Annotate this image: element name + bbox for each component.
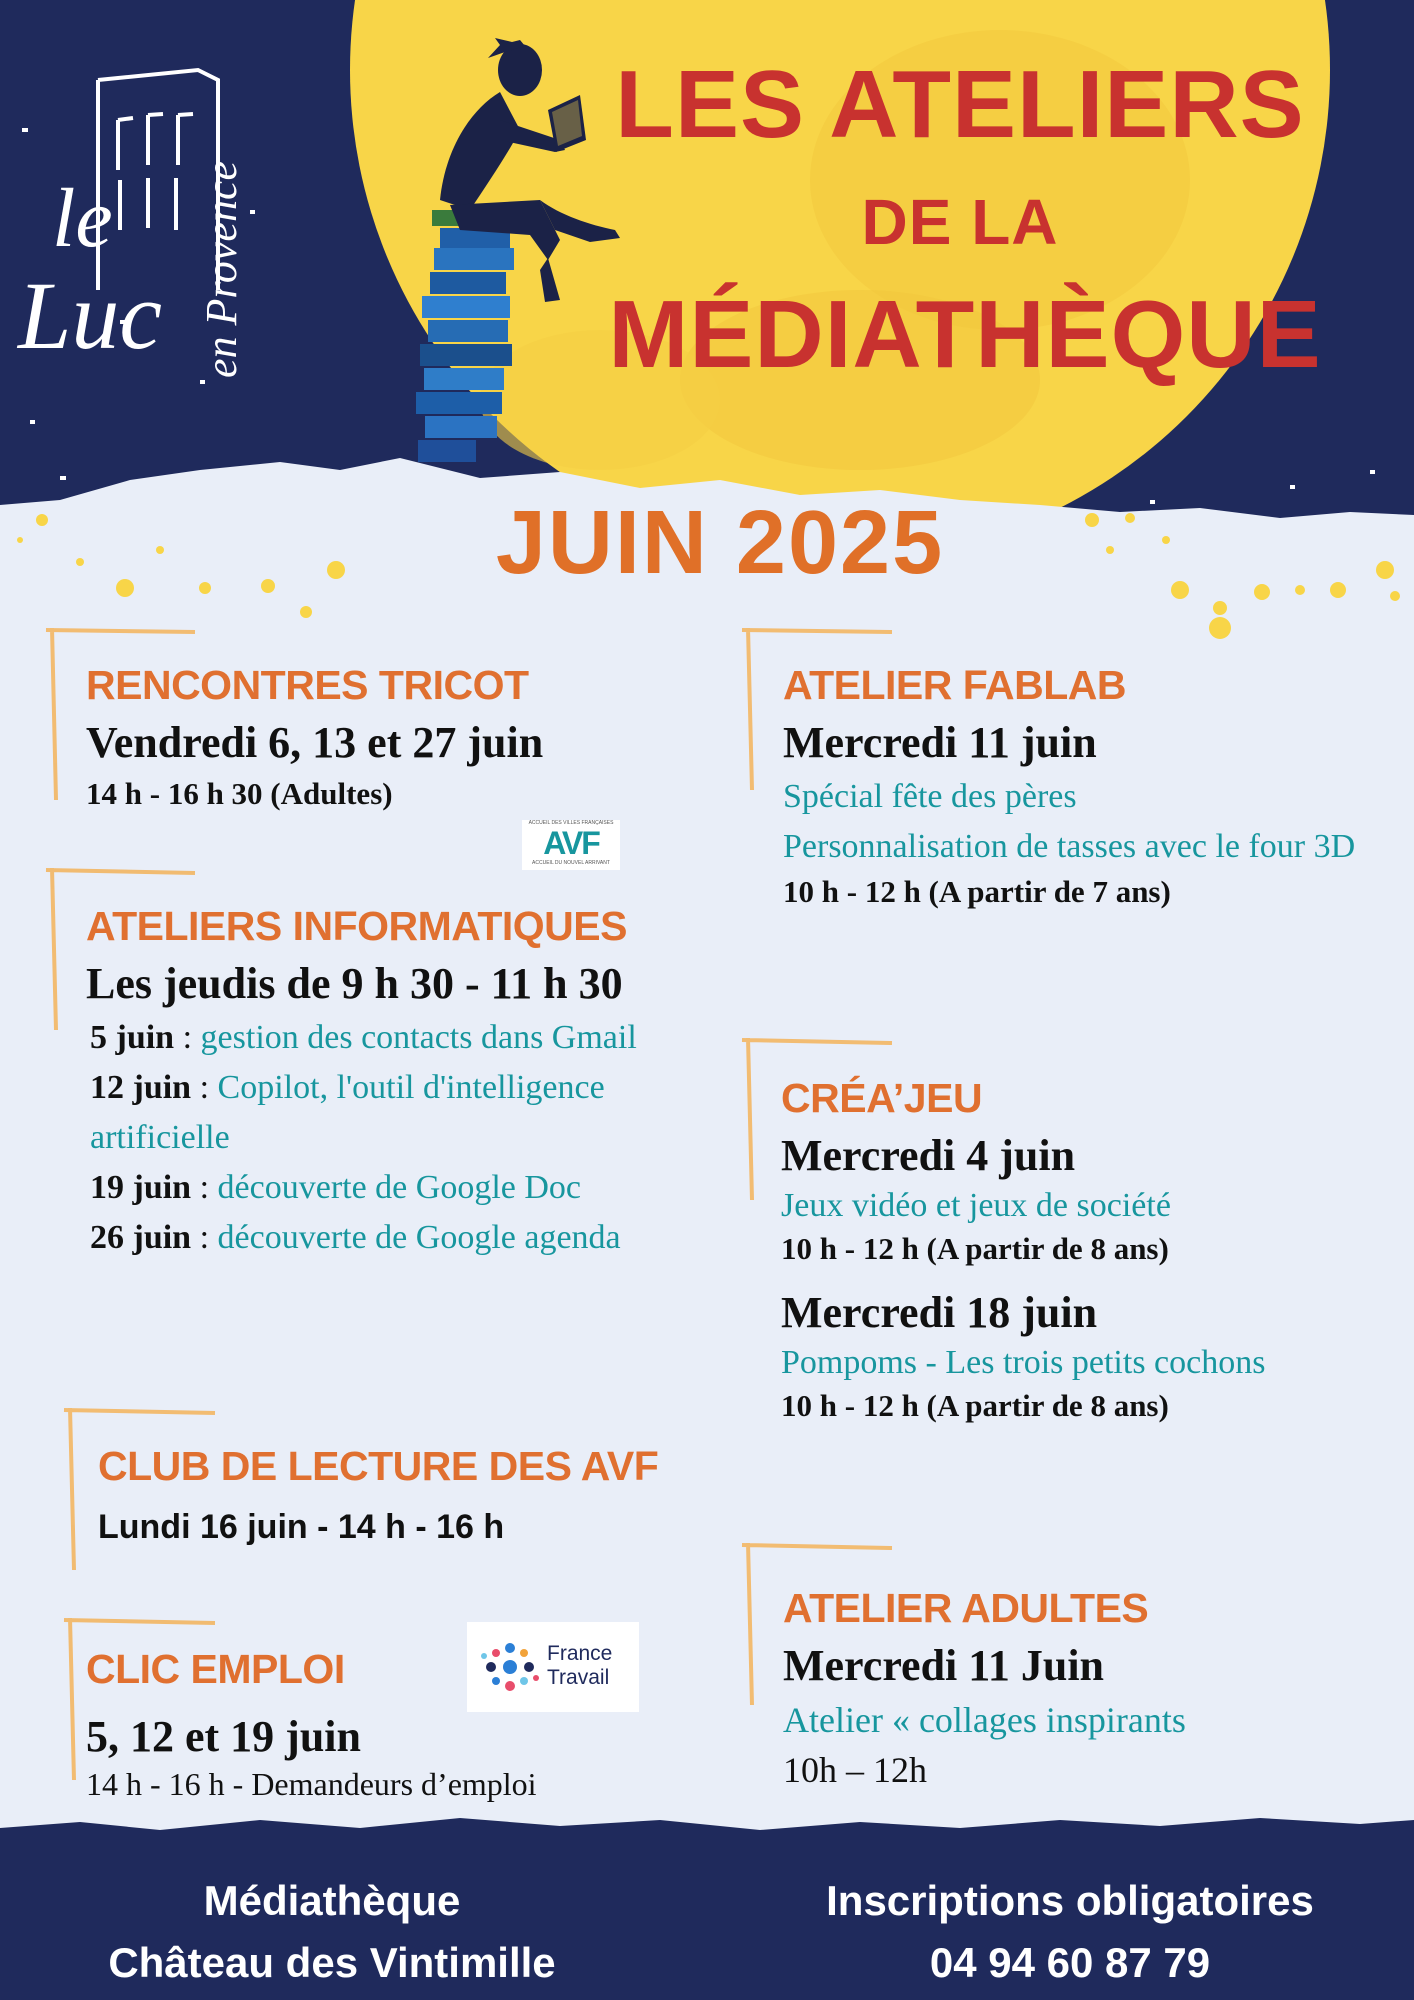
creajeu-title: CRÉA’JEU [781, 1075, 983, 1121]
creajeu-date-1: Mercredi 4 juin [781, 1131, 1076, 1180]
avf-mark: AVF [543, 825, 599, 861]
month-heading: JUIN 2025 [495, 493, 945, 593]
logo-luc: Luc [18, 262, 162, 369]
creajeu-time-1: 10 h - 12 h (A partir de 8 ans) [781, 1231, 1169, 1266]
info-item-1: 5 juin : gestion des contacts dans Gmail [90, 1019, 637, 1056]
avf-logo [522, 820, 620, 870]
footer-phone: 04 94 60 87 79 [929, 1939, 1211, 1986]
adultes-time: 10h – 12h [783, 1750, 927, 1790]
section-creajeu [781, 1075, 1401, 1424]
info-item-4: 26 juin : découverte de Google agenda [90, 1219, 621, 1256]
emploi-date: 5, 12 et 19 juin [86, 1712, 361, 1761]
adultes-date: Mercredi 11 Juin [783, 1641, 1105, 1690]
section-tricot [86, 662, 543, 812]
avf-small-bottom: ACCUEIL DU NOUVEL ARRIVANT [532, 860, 610, 866]
section-informatique [86, 903, 726, 1263]
info-item-2: 12 juin : Copilot, l'outil d'intelligence artificielle [90, 1069, 605, 1156]
section-atelier-adultes [783, 1585, 1383, 1791]
france-travail-logo [467, 1622, 639, 1712]
info-date: Les jeudis de 9 h 30 - 11 h 30 [86, 959, 623, 1008]
fablab-desc-1: Spécial fête des pères [783, 778, 1077, 815]
ft-line1: France [547, 1642, 613, 1665]
logo-le: le [52, 172, 113, 265]
section-fablab [783, 662, 1383, 910]
logo-en-provence: en Provence [197, 160, 246, 378]
emploi-title: CLIC EMPLOI [86, 1646, 345, 1692]
footer-chateau: Château des Vintimille [108, 1939, 556, 1986]
title-line-1: LES ATELIERS [615, 51, 1305, 158]
creajeu-desc-2: Pompoms - Les trois petits cochons [781, 1344, 1266, 1381]
tricot-date: Vendredi 6, 13 et 27 juin [86, 718, 544, 767]
creajeu-date-2: Mercredi 18 juin [781, 1288, 1098, 1337]
section-club-lecture [98, 1443, 658, 1547]
france-travail-icon [479, 1636, 541, 1698]
fablab-time: 10 h - 12 h (A partir de 7 ans) [783, 874, 1171, 909]
fablab-date: Mercredi 11 juin [783, 718, 1097, 767]
footer-registration: Inscriptions obligatoires [826, 1877, 1314, 1924]
title-line-2: DE LA [861, 186, 1059, 258]
adultes-title: ATELIER ADULTES [783, 1585, 1149, 1631]
title-line-3: MÉDIATHÈQUE [608, 281, 1322, 388]
avf-small-top: ACCUEIL DES VILLES FRANÇAISES [528, 820, 614, 826]
fablab-title: ATELIER FABLAB [783, 662, 1127, 708]
info-item-3: 19 juin : découverte de Google Doc [90, 1169, 582, 1206]
footer [0, 1810, 1414, 2000]
info-title: ATELIERS INFORMATIQUES [86, 903, 627, 949]
club-title: CLUB DE LECTURE DES AVF [98, 1443, 659, 1489]
emploi-time: 14 h - 16 h - Demandeurs d’emploi [86, 1766, 537, 1802]
tricot-title: RENCONTRES TRICOT [86, 662, 529, 708]
creajeu-desc-1: Jeux vidéo et jeux de société [781, 1187, 1171, 1224]
creajeu-time-2: 10 h - 12 h (A partir de 8 ans) [781, 1388, 1169, 1423]
club-date: Lundi 16 juin - 14 h - 16 h [98, 1508, 505, 1546]
ft-line2: Travail [547, 1666, 610, 1689]
fablab-desc-2: Personnalisation de tasses avec le four 3D [783, 828, 1356, 865]
footer-library: Médiathèque [203, 1877, 461, 1924]
tricot-time: 14 h - 16 h 30 (Adultes) [86, 776, 393, 811]
adultes-desc: Atelier « collages inspirants [783, 1700, 1186, 1740]
